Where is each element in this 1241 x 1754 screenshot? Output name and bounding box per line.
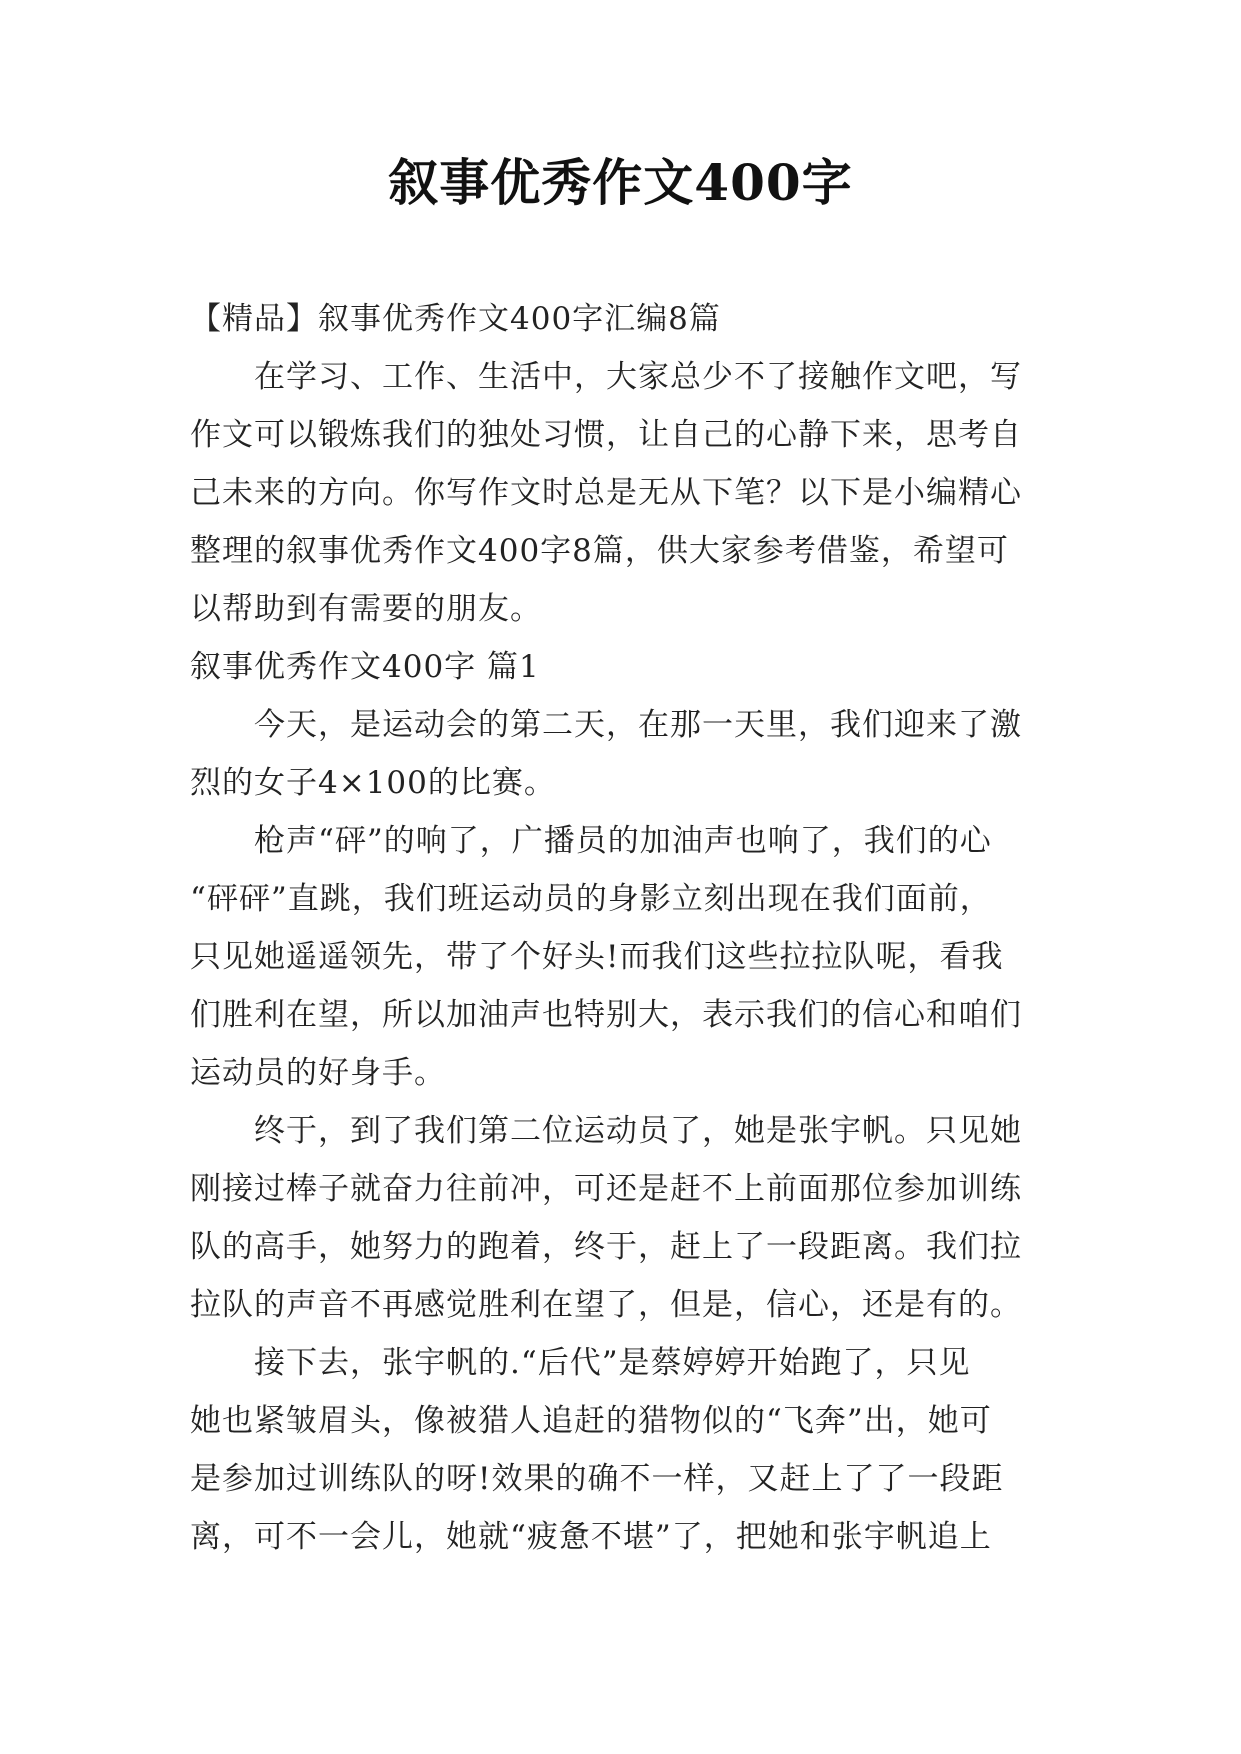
text-line: 们胜利在望，所以加油声也特别大，表示我们的信心和咱们 [190,997,1022,1033]
text-line: 接下去，张宇帆的.“后代”是蔡婷婷开始跑了，只见 [254,1345,971,1381]
text-line: 己未来的方向。你写作文时总是无从下笔？以下是小编精心 [190,475,1022,511]
text-line: 今天，是运动会的第二天，在那一天里，我们迎来了激 [254,707,1022,743]
text-line: 只见她遥遥领先，带了个好头!而我们这些拉拉队呢，看我 [190,939,1004,975]
text-line: 她也紧皱眉头，像被猎人追赶的猎物似的“飞奔”出，她可 [190,1403,992,1439]
text-line: 是参加过训练队的呀!效果的确不一样，又赶上了了一段距 [190,1461,1004,1497]
text-line: 以帮助到有需要的朋友。 [190,591,542,627]
text-line: 在学习、工作、生活中，大家总少不了接触作文吧，写 [254,359,1022,395]
text-line: 整理的叙事优秀作文400字8篇，供大家参考借鉴，希望可 [190,533,1009,569]
text-line: “砰砰”直跳，我们班运动员的身影立刻出现在我们面前， [190,881,992,917]
document-body [190,290,1060,1566]
document-title: 叙事优秀作文400字 [388,153,853,212]
text-line: 队的高手，她努力的跑着，终于，赶上了一段距离。我们拉 [190,1229,1022,1265]
text-line: 烈的女子4×100的比赛。 [190,765,556,801]
text-line: 【精品】叙事优秀作文400字汇编8篇 [190,301,721,337]
text-line: 运动员的好身手。 [190,1055,446,1091]
text-line: 拉队的声音不再感觉胜利在望了，但是，信心，还是有的。 [190,1287,1022,1323]
text-line: 叙事优秀作文400字 篇1 [190,649,540,685]
text-line: 枪声“砰”的响了，广播员的加油声也响了，我们的心 [254,823,992,859]
text-line: 终于，到了我们第二位运动员了，她是张宇帆。只见她 [254,1113,1022,1149]
text-line: 刚接过棒子就奋力往前冲，可还是赶不上前面那位参加训练 [190,1171,1022,1207]
text-line: 作文可以锻炼我们的独处习惯，让自己的心静下来，思考自 [190,417,1022,453]
text-line: 离，可不一会儿，她就“疲惫不堪”了，把她和张宇帆追上 [190,1519,992,1555]
